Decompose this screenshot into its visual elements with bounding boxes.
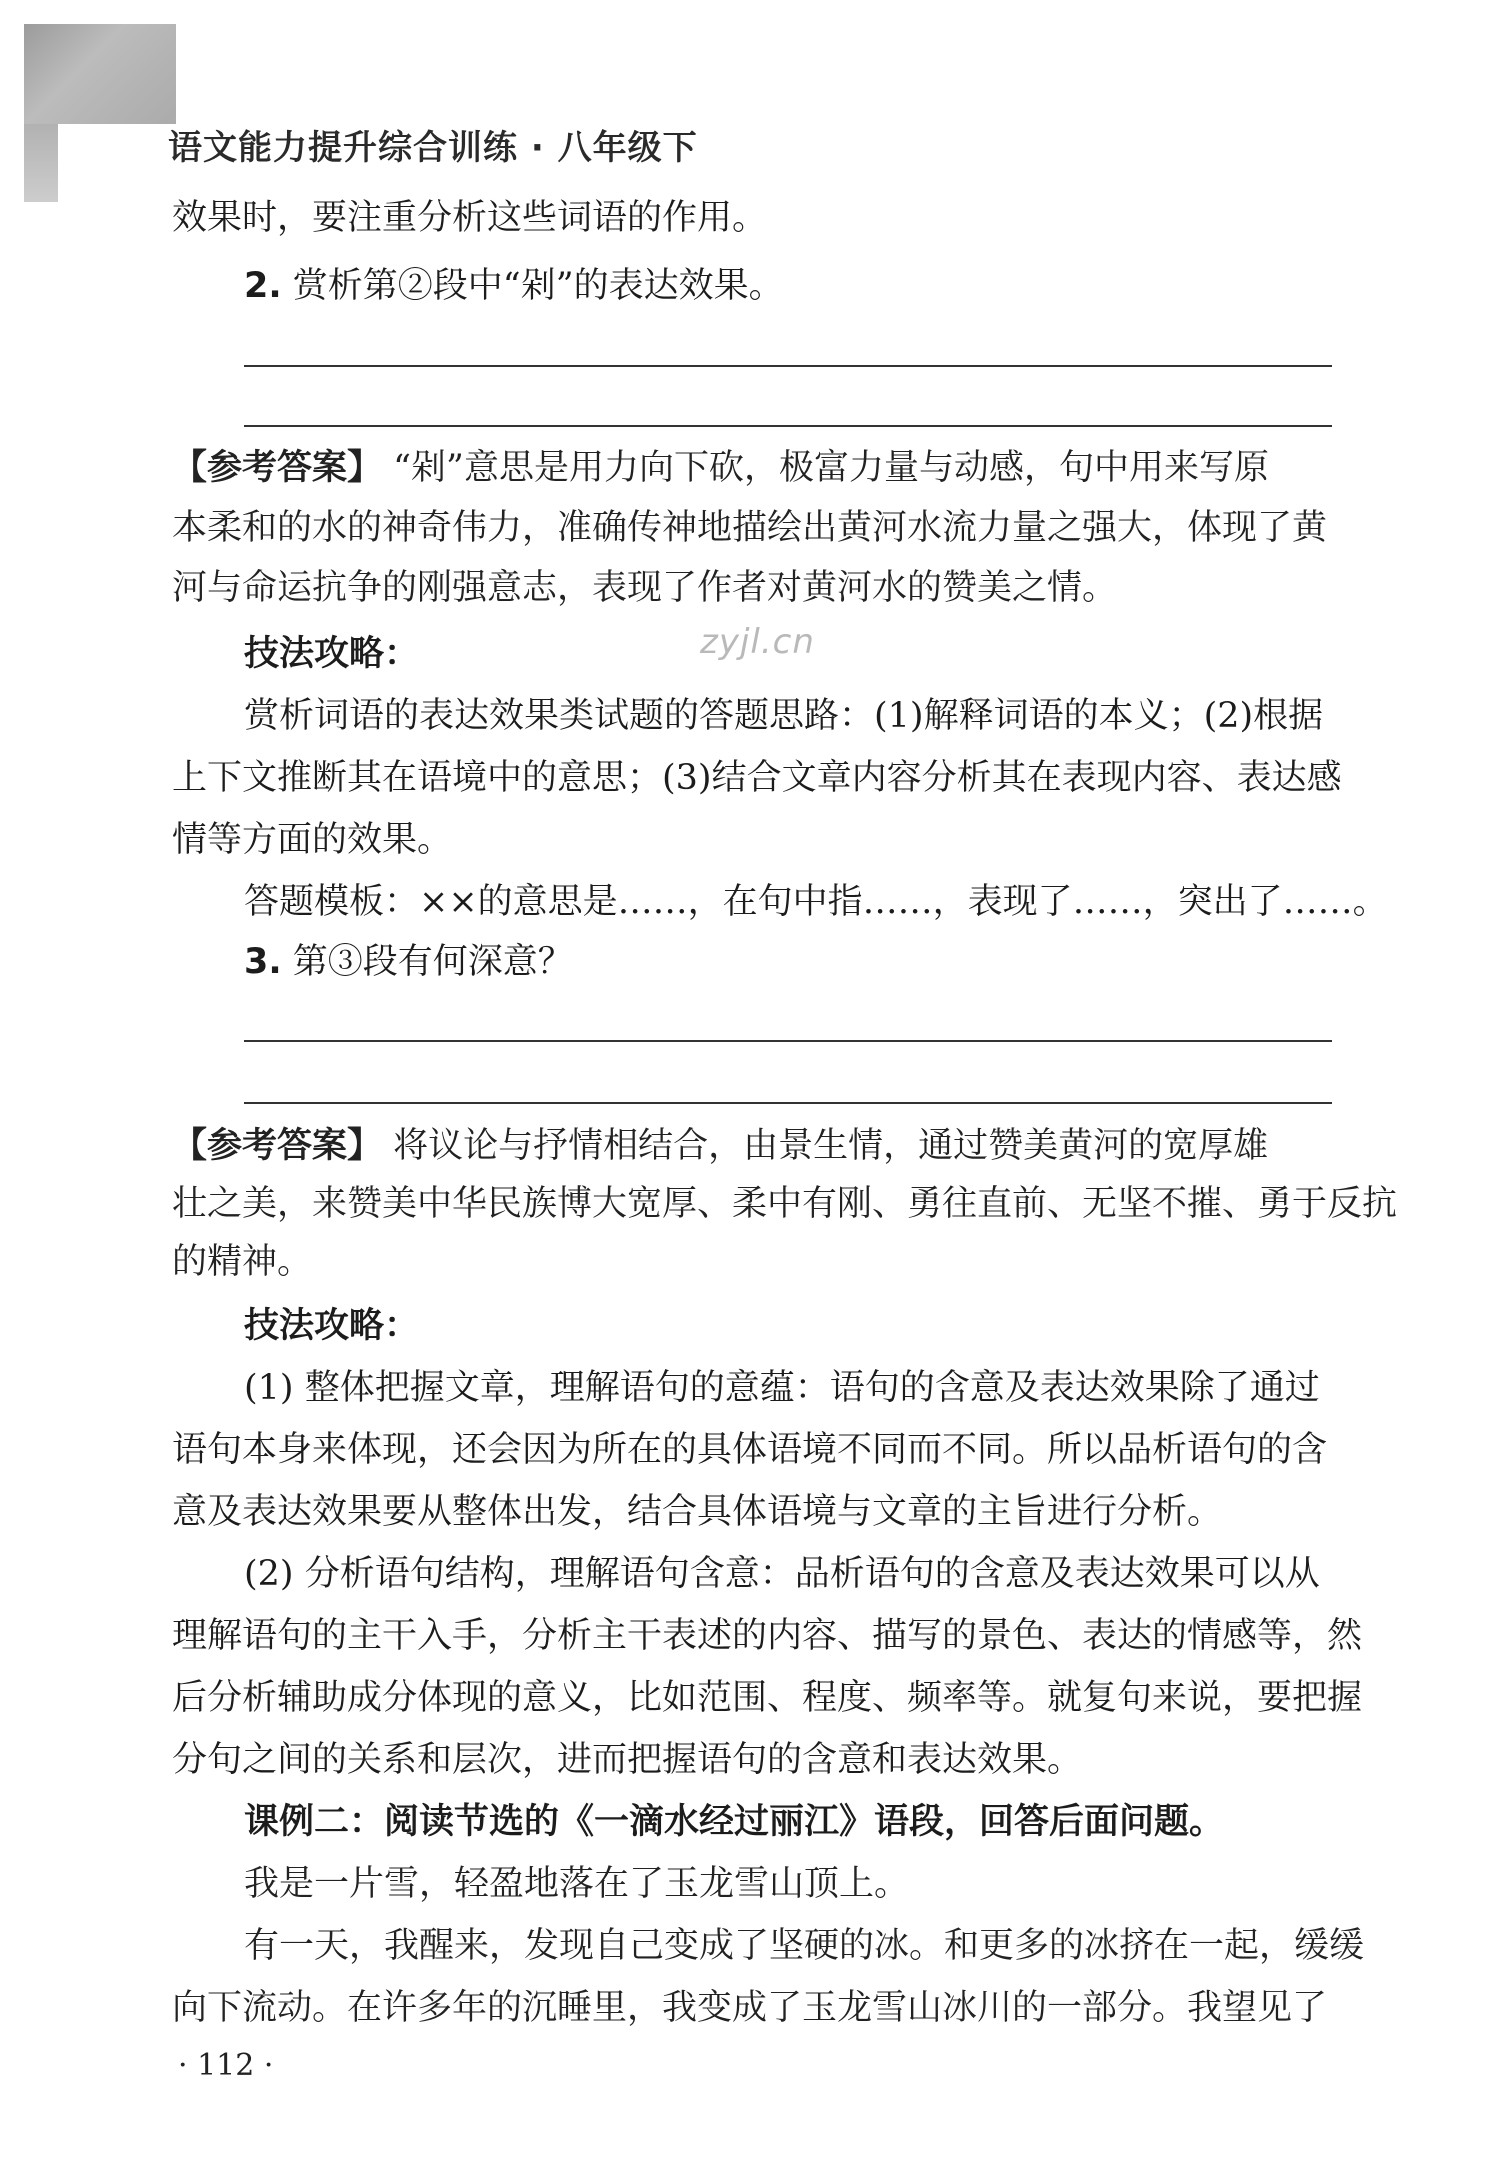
answer-3-line-3: 的精神。: [172, 1242, 313, 1282]
page-number: · 112 ·: [178, 2048, 274, 2083]
question-number: 2.: [244, 266, 282, 306]
tips-line: 分句之间的关系和层次，进而把握语句的含意和表达效果。: [172, 1740, 1083, 1780]
answer-2-line-1: [172, 446, 1332, 491]
tips-line: 后分析辅助成分体现的意义，比如范围、程度、频率等。就复句来说，要把握: [172, 1678, 1363, 1718]
question-text: 赏析第②段中“剁”的表达效果。: [292, 266, 784, 306]
answer-text: 将议论与抒情相结合，由景生情，通过赞美黄河的宽厚雄: [393, 1126, 1269, 1166]
passage-line: 有一天，我醒来，发现自己变成了坚硬的冰。和更多的冰挤在一起，缓缓: [244, 1926, 1365, 1966]
answer-2-line-2: 本柔和的水的神奇伟力，准确传神地描绘出黄河水流力量之强大，体现了黄: [172, 508, 1328, 548]
answer-line: [244, 425, 1332, 427]
tips-heading: 技法攻略：: [244, 634, 420, 674]
answer-3-line-1: [172, 1124, 1332, 1169]
answer-template: 答题模板：××的意思是……，在句中指……，表现了……，突出了……。: [244, 882, 1388, 922]
passage-line: 向下流动。在许多年的沉睡里，我变成了玉龙雪山冰川的一部分。我望见了: [172, 1988, 1328, 2028]
question-text: 第③段有何深意？: [292, 942, 573, 982]
answer-line: [244, 1040, 1332, 1042]
question-3: [244, 940, 1334, 985]
watermark: zyjl.cn: [700, 622, 815, 662]
running-header: 语文能力提升综合训练 · 八年级下: [168, 128, 698, 168]
answer-2-line-3: 河与命运抗争的刚强意志，表现了作者对黄河水的赞美之情。: [172, 568, 1118, 608]
corner-decoration: [24, 24, 176, 124]
tips-line: (2) 分析语句结构，理解语句含意：品析语句的含意及表达效果可以从: [244, 1554, 1320, 1594]
tips-line: 上下文推断其在语境中的意思；(3)结合文章内容分析其在表现内容、表达感: [172, 758, 1342, 798]
tips-line: 情等方面的效果。: [172, 820, 453, 860]
example-title: 课例二：阅读节选的《一滴水经过丽江》语段，回答后面问题。: [244, 1802, 1225, 1842]
tips-heading: 技法攻略：: [244, 1306, 420, 1346]
question-2: [244, 264, 1334, 309]
tips-line: 理解语句的主干入手，分析主干表述的内容、描写的景色、表达的情感等，然: [172, 1616, 1363, 1656]
answer-line: [244, 1102, 1332, 1104]
answer-text: “剁”意思是用力向下砍，极富力量与动感，句中用来写原: [393, 448, 1269, 488]
corner-decoration-lower: [24, 124, 58, 202]
tips-line: 意及表达效果要从整体出发，结合具体语境与文章的主旨进行分析。: [172, 1492, 1223, 1532]
answer-label: 【参考答案】: [172, 1126, 383, 1166]
tips-line: (1) 整体把握文章，理解语句的意蕴：语句的含意及表达效果除了通过: [244, 1368, 1320, 1408]
answer-3-line-2: 壮之美，来赞美中华民族博大宽厚、柔中有刚、勇往直前、无坚不摧、勇于反抗: [172, 1184, 1398, 1224]
tips-line: 语句本身来体现，还会因为所在的具体语境不同而不同。所以品析语句的含: [172, 1430, 1328, 1470]
question-number: 3.: [244, 942, 282, 982]
answer-label: 【参考答案】: [172, 448, 383, 488]
tips-line: 赏析词语的表达效果类试题的答题思路：(1)解释词语的本义；(2)根据: [244, 696, 1324, 736]
answer-line: [244, 365, 1332, 367]
intro-line: 效果时，要注重分析这些词语的作用。: [172, 198, 768, 238]
passage-line: 我是一片雪，轻盈地落在了玉龙雪山顶上。: [244, 1864, 910, 1904]
